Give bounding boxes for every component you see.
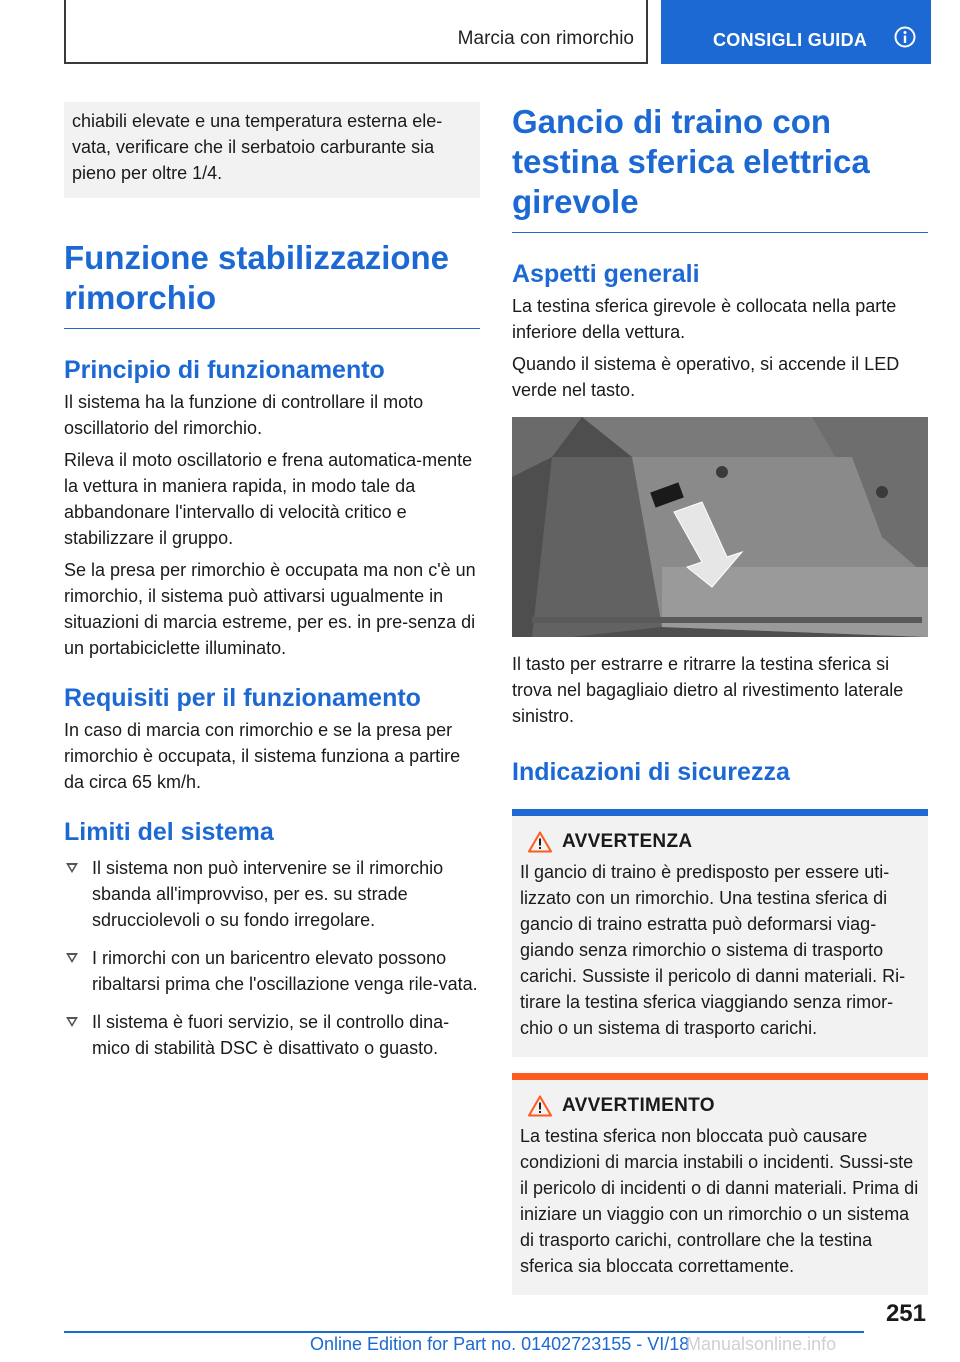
page-number: 251 (885, 1300, 926, 1327)
caution-text: La testina sferica non bloccata può causare condizioni di marcia instabili o incidenti. Sussi-ste il pericolo di incidenti o di danni materiali. Prima di iniziare un viaggio con un rimorchio o un sistema di trasporto carichi, controllare che la testina sferica sia bloccata correttamente. (520, 1126, 919, 1276)
trunk-illustration (512, 417, 928, 637)
left-column (64, 102, 480, 1061)
warning-header (520, 831, 920, 853)
trunk-photo (512, 417, 928, 637)
heading-general: Aspetti generali (512, 260, 700, 288)
list-item: I rimorchi con un baricentro elevato possono ribaltarsi prima che l'oscillazione venga rile-vata. (64, 945, 480, 997)
heading-limits: Limiti del sistema (64, 818, 274, 846)
caution-header (520, 1095, 920, 1117)
triangle-bullet-icon (66, 953, 78, 963)
edition-text: Online Edition for Part no. 01402723155 - VI/18 (310, 1334, 690, 1354)
heading-principle: Principio di funzionamento (64, 356, 385, 384)
continuation-box (64, 102, 480, 198)
info-icon[interactable] (894, 26, 916, 48)
principle-text-2: Rileva il moto oscillatorio e frena automatica-mente la vettura in maniera rapida, in modo tale da abbandonare l'intervallo di velocità critico e stabilizzare il gruppo. (64, 450, 473, 548)
tab-label: CONSIGLI GUIDA (713, 30, 868, 50)
heading-safety: Indicazioni di sicurezza (512, 758, 790, 786)
continuation-text: chiabili elevate e una temperatura esterna ele-vata, verificare che il serbatoio carburante sia pieno per oltre 1/4. (72, 111, 443, 183)
footer-rule (64, 1331, 864, 1333)
warning-title: AVVERTENZA (562, 831, 693, 852)
triangle-bullet-icon (66, 1017, 78, 1027)
heading-trailer-stability: Funzione stabilizzazione rimorchio (64, 238, 480, 329)
requirements-text: In caso di marcia con rimorchio e se la presa per rimorchio è occupata, il sistema funziona a partire da circa 65 km/h. (64, 720, 461, 792)
warning-box (512, 809, 928, 1057)
limits-list (64, 855, 480, 1061)
list-item: Il sistema è fuori servizio, se il controllo dina-mico di stabilità DSC è disattivato o guasto. (64, 1009, 480, 1061)
general-text-1: La testina sferica girevole è collocata nella parte inferiore della vettura. (512, 296, 897, 342)
triangle-bullet-icon (66, 863, 78, 873)
principle-text-1: Il sistema ha la funzione di controllare il moto oscillatorio del rimorchio. (64, 392, 424, 438)
heading-requirements: Requisiti per il funzionamento (64, 684, 421, 712)
caution-bar (512, 1073, 928, 1080)
button-location-text: Il tasto per estrarre e ritrarre la testina sferica si trova nel bagagliaio dietro al rivestimento laterale sinistro. (512, 654, 904, 726)
header-frame (64, 0, 648, 64)
warning-triangle-icon (528, 1095, 552, 1117)
warning-triangle-icon (528, 831, 552, 853)
list-item: Il sistema non può intervenire se il rimorchio sbanda all'improvviso, per es. su strade sdrucciolevoli o su fondo irregolare. (64, 855, 480, 933)
right-column (512, 102, 928, 1295)
watermark: Manualsonline.info (686, 1334, 837, 1354)
warning-text: Il gancio di traino è predisposto per essere uti-lizzato con un rimorchio. Una testina sferica di gancio di traino estratta può deformarsi viag-giando senza rimorchio o sistema di trasporto carichi. Sussiste il pericolo di danni materiali. Ri-tirare la testina sferica viaggiando senza rimor-chio o un sistema di trasporto carichi. (520, 862, 906, 1038)
general-text-2: Quando il sistema è operativo, si accende il LED verde nel tasto. (512, 354, 900, 400)
caution-box (512, 1073, 928, 1295)
heading-towbar: Gancio di traino con testina sferica elettrica girevole (512, 102, 928, 233)
section-title: Marcia con rimorchio (457, 28, 634, 49)
caution-title: AVVERTIMENTO (562, 1095, 715, 1116)
principle-text-3: Se la presa per rimorchio è occupata ma non c'è un rimorchio, il sistema può attivarsi ugualmente in situazioni di marcia estreme, per es. in pre-senza di un portabiciclette illuminato. (64, 560, 476, 658)
warning-bar (512, 809, 928, 816)
tab-consigli-guida[interactable] (661, 0, 931, 64)
